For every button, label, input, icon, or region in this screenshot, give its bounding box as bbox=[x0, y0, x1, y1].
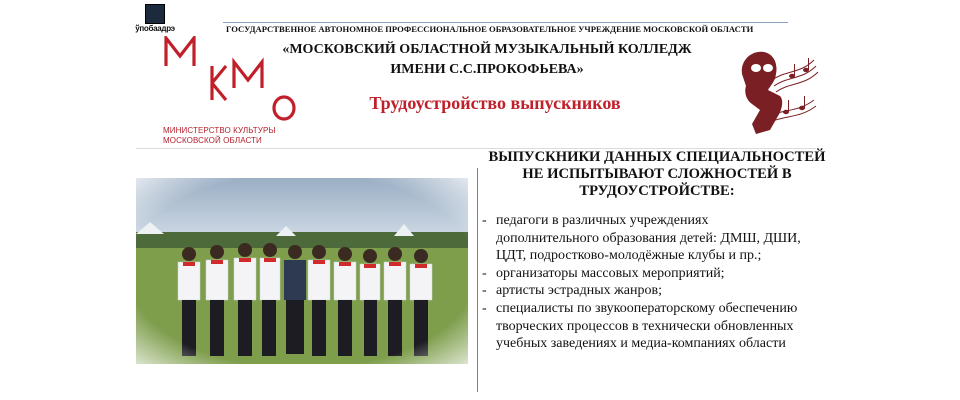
list-item-line: специалисты по звукооператорскому обеспечению bbox=[496, 300, 798, 316]
list-item-line: учебных заведениях и медиа-компаниях области bbox=[496, 336, 786, 352]
bullet-dash: - bbox=[482, 265, 487, 281]
ministry-line1: МИНИСТЕРСТВО КУЛЬТУРЫ bbox=[163, 126, 276, 135]
bullet-dash: - bbox=[482, 283, 487, 299]
monitor-icon bbox=[145, 4, 165, 24]
institution-line3: ИМЕНИ С.С.ПРОКОФЬЕВА» bbox=[390, 62, 584, 77]
graduates-photo bbox=[136, 178, 468, 364]
list-item-line: педагоги в различных учреждениях bbox=[496, 213, 709, 228]
list-item bbox=[482, 265, 832, 283]
bullet-dash: - bbox=[482, 213, 487, 228]
list-item-line: ЦДТ, подростково-молодёжные клубы и пр.; bbox=[496, 248, 762, 264]
list-item-line: артисты эстрадных жанров; bbox=[496, 283, 663, 299]
header-rule bbox=[223, 22, 788, 23]
slide-title: Трудоустройство выпускников bbox=[369, 93, 621, 113]
list-item-line: творческих процессов в технически обновленных bbox=[496, 318, 794, 334]
vertical-divider bbox=[477, 168, 478, 392]
corner-logo-caption: ўпобаадрэ bbox=[135, 24, 175, 33]
list-item bbox=[482, 300, 832, 353]
corner-logo bbox=[132, 4, 178, 34]
institution-line1: ГОСУДАРСТВЕННОЕ АВТОНОМНОЕ ПРОФЕССИОНАЛЬНОЕ ОБРАЗОВАТЕЛЬНОЕ УЧРЕЖДЕНИЕ МОСКОВСКОЙ ОБЛАСТИ bbox=[226, 24, 754, 34]
list-item-line: организаторы массовых мероприятий; bbox=[496, 265, 725, 281]
heading-line1: ВЫПУСКНИКИ ДАННЫХ СПЕЦИАЛЬНОСТЕЙ bbox=[488, 149, 826, 165]
composer-emblem bbox=[722, 40, 822, 144]
list-item bbox=[482, 212, 832, 265]
heading-line3: ТРУДОУСТРОЙСТВЕ: bbox=[579, 183, 735, 199]
content-heading bbox=[485, 149, 829, 200]
list-item bbox=[482, 282, 832, 300]
graduate-careers-list bbox=[482, 212, 832, 353]
bullet-dash: - bbox=[482, 300, 487, 316]
ministry-caption bbox=[163, 126, 276, 146]
list-item-line: дополнительного образования детей: ДМШ, ДШИ, bbox=[496, 230, 801, 246]
heading-line2: НЕ ИСПЫТЫВАЮТ СЛОЖНОСТЕЙ В bbox=[522, 166, 792, 182]
ministry-line2: МОСКОВСКОЙ ОБЛАСТИ bbox=[163, 136, 262, 145]
institution-line2: «МОСКОВСКИЙ ОБЛАСТНОЙ МУЗЫКАЛЬНЫЙ КОЛЛЕДЖ bbox=[282, 42, 692, 57]
